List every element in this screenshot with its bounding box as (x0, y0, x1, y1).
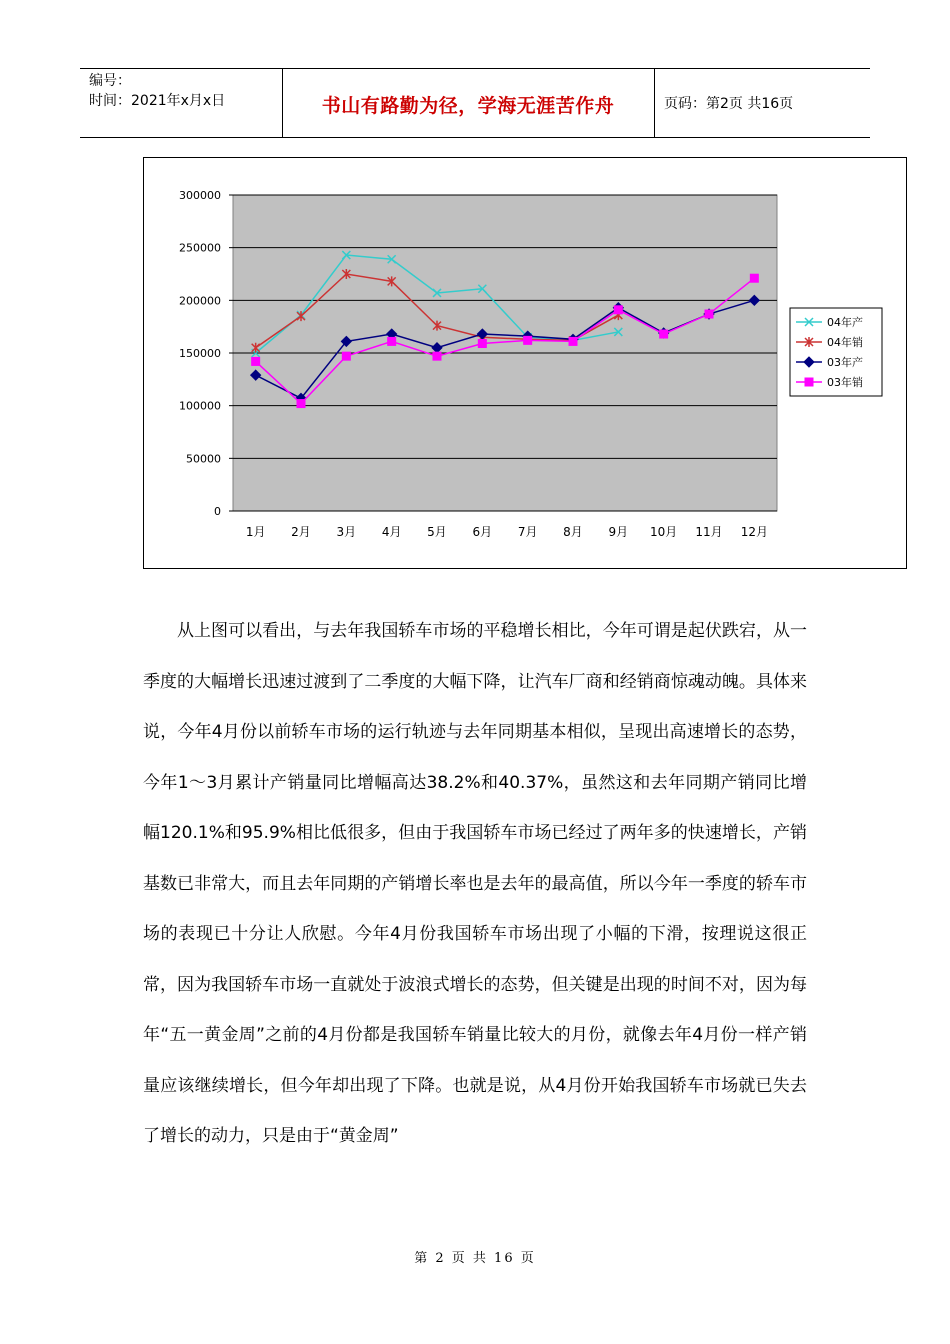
y-tick-label: 150000 (179, 347, 221, 360)
y-tick-label: 200000 (179, 294, 221, 308)
header-page-cell (654, 69, 870, 137)
y-tick-label: 0 (214, 505, 221, 518)
document-date: 时间：2021年x月x日 (89, 93, 226, 109)
y-tick-label: 300000 (179, 189, 221, 202)
data-point (342, 352, 350, 360)
x-tick-label: 2月 (291, 525, 311, 539)
header-motto: 书山有路勤为径，学海无涯苦作舟 (321, 95, 615, 117)
data-point (614, 306, 622, 314)
data-point (433, 352, 441, 360)
x-tick-label: 3月 (336, 525, 357, 539)
y-tick-label: 250000 (179, 241, 221, 255)
header-motto-cell (282, 69, 655, 137)
data-point (388, 337, 396, 345)
data-point (297, 400, 305, 408)
legend-label: 03年产 (827, 356, 863, 369)
production-sales-line-chart (144, 158, 906, 568)
x-tick-label: 6月 (472, 525, 493, 539)
data-point (660, 330, 668, 338)
y-tick-label: 100000 (179, 399, 221, 413)
data-point (478, 340, 486, 348)
x-tick-label: 9月 (608, 525, 629, 539)
data-point (524, 336, 532, 344)
header-meta-cell (80, 69, 283, 137)
legend-label: 04年产 (827, 316, 863, 329)
x-tick-label: 10月 (650, 525, 678, 539)
chart-frame (143, 157, 907, 569)
data-point (569, 337, 577, 345)
x-tick-label: 12月 (740, 525, 768, 539)
header-page-info: 页码：第2页 共16页 (664, 96, 794, 112)
document-number: 编号： (89, 73, 131, 89)
legend-label: 03年销 (827, 376, 863, 389)
body-paragraph: 从上图可以看出，与去年我国轿车市场的平稳增长相比，今年可谓是起伏跌宕，从一季度的大幅增长迅速过渡到了二季度的大幅下降，让汽车厂商和经销商惊魂动魄。具体来说，今年4月份以前轿车市场的运行轨迹与去年同期基本相似，呈现出高速增长的态势，今年1～3月累计产销量同比增幅高达38.2%和40.37%，虽然这和去年同期产销同比增幅120.1%和95.9%相比低很多，但由于我国轿车市场已经过了两年多的快速增长，产销基数已非常大，而且去年同期的产销增长率也是去年的最高值，所以今年一季度的轿车市场的表现已十分让人欣慰。今年4月份我国轿车市场出现了小幅的下滑，按理说这很正常，因为我国轿车市场一直就处于波浪式增长的态势，但关键是出现的时间不对，因为每年“五一黄金周”之前的4月份都是我国轿车销量比较大的月份，就像去年4月份一样产销量应该继续增长，但今年却出现了下降。也就是说，从4月份开始我国轿车市场就已失去了增长的动力，只是由于“黄金周” (143, 621, 807, 1146)
x-tick-label: 11月 (695, 525, 723, 539)
data-point (750, 274, 758, 282)
page-header (80, 68, 870, 138)
x-tick-label: 7月 (517, 525, 538, 539)
body-text (143, 606, 807, 1162)
data-point (705, 310, 713, 318)
x-tick-label: 5月 (427, 525, 447, 539)
x-tick-label: 4月 (381, 525, 402, 539)
data-point (252, 357, 260, 365)
y-tick-label: 50000 (186, 452, 221, 466)
x-tick-label: 8月 (563, 525, 583, 539)
page-footer: 第 2 页 共 16 页 (414, 1251, 536, 1266)
x-tick-label: 1月 (245, 525, 266, 539)
legend-label: 04年销 (827, 336, 863, 349)
legend-marker (805, 378, 813, 386)
